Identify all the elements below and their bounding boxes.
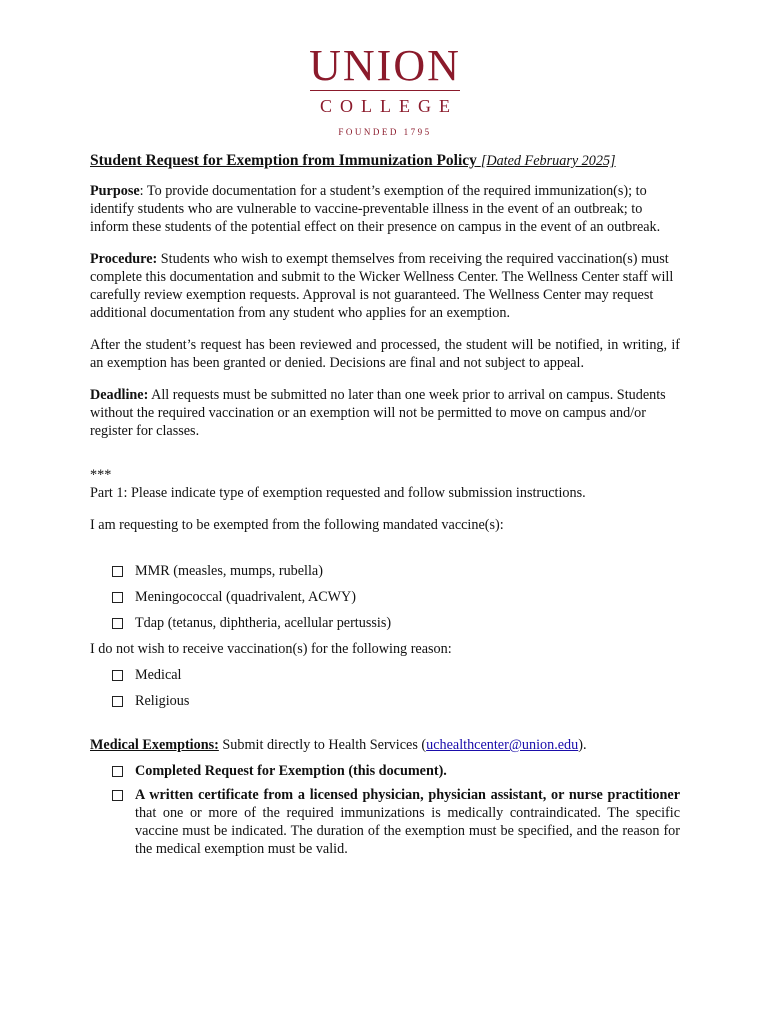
checkbox[interactable] xyxy=(112,618,123,629)
procedure-paragraph xyxy=(90,250,680,322)
vaccine-checklist xyxy=(90,562,680,640)
deadline-text: All requests must be submitted no later than one week prior to arrival on campus. Students without the required vaccination or an exemption will not be permitted to move on campus and/or register for classes. xyxy=(90,387,666,439)
reason-label: Medical xyxy=(135,667,182,683)
medical-label: Medical Exemptions: xyxy=(90,737,219,753)
vaccine-option[interactable] xyxy=(112,588,680,614)
procedure-text: Students who wish to exempt themselves from receiving the required vaccination(s) must complete this documentation and submit to the Wicker Wellness Center. The Wellness Center staff will carefully review exemption requests. Approval is not guaranteed. The Wellness Center may request additional documentation from any student who applies for an exemption. xyxy=(90,251,674,321)
title-main: Student Request for Exemption from Immunization Policy xyxy=(90,152,477,169)
procedure-label: Procedure: xyxy=(90,251,158,267)
purpose-text: : To provide documentation for a student’s exemption of the required immunization(s); to identify students who are vulnerable to vaccine-preventable illness in the event of an outbreak; to inform these students of the potential effect on their presence on campus in the event of an outbreak. xyxy=(90,183,661,235)
checkbox[interactable] xyxy=(112,566,123,577)
requirement-detail: that one or more of the required immunizations is medically contraindicated. The specific vaccine must be indicated. The duration of the exemption must be specified, and the reason for the medical exemption must be valid. xyxy=(135,805,680,857)
checkbox[interactable] xyxy=(112,670,123,681)
vaccine-option[interactable] xyxy=(112,562,680,588)
document-body xyxy=(90,152,680,864)
vaccine-label: MMR (measles, mumps, rubella) xyxy=(135,563,323,579)
requirement-item[interactable] xyxy=(112,786,680,858)
deadline-paragraph xyxy=(90,386,680,440)
reason-label: Religious xyxy=(135,693,190,709)
requirement-label: Completed Request for Exemption (this document). xyxy=(135,763,447,779)
checkbox[interactable] xyxy=(112,790,123,801)
vaccine-option[interactable] xyxy=(112,614,680,640)
reason-checklist xyxy=(90,666,680,718)
checkbox[interactable] xyxy=(112,696,123,707)
vaccine-label: Meningococcal (quadrivalent, ACWY) xyxy=(135,589,357,605)
page-title xyxy=(90,152,680,170)
requesting-statement: I am requesting to be exempted from the following mandated vaccine(s): xyxy=(90,517,504,533)
deadline-label: Deadline: xyxy=(90,387,149,403)
checkbox[interactable] xyxy=(112,592,123,603)
requirement-item[interactable] xyxy=(112,762,680,780)
requirement-text xyxy=(135,786,680,858)
part1-instructions: Part 1: Please indicate type of exemption requested and follow submission instructions. xyxy=(90,485,586,501)
section-divider: *** xyxy=(90,467,112,483)
logo-union: UNION xyxy=(309,41,461,90)
logo-founded: FOUNDED 1795 xyxy=(338,127,432,137)
purpose-label: Purpose xyxy=(90,183,140,199)
vaccine-label: Tdap (tetanus, diphtheria, acellular pertussis) xyxy=(135,615,392,631)
logo-college: COLLEGE xyxy=(320,96,458,116)
requirement-bold: A written certificate from a licensed physician, physician assistant, or nurse practitioner xyxy=(135,787,680,803)
checkbox[interactable] xyxy=(112,766,123,777)
reason-intro: I do not wish to receive vaccination(s) for the following reason: xyxy=(90,641,452,657)
medical-close: ). xyxy=(578,737,587,753)
after-paragraph: After the student’s request has been reviewed and processed, the student will be notified, in writing, if an exemption has been granted or denied. Decisions are final and not subject to appeal. xyxy=(90,337,680,371)
medical-exemptions-heading xyxy=(90,736,680,754)
purpose-paragraph xyxy=(90,182,680,236)
title-dated: [Dated February 2025] xyxy=(480,153,616,169)
health-center-email-link[interactable]: uchealthcenter@union.edu xyxy=(426,737,579,753)
reason-option[interactable] xyxy=(112,666,680,692)
medical-requirements-checklist xyxy=(90,762,680,858)
logo-rule xyxy=(310,90,460,91)
reason-option[interactable] xyxy=(112,692,680,718)
medical-text: Submit directly to Health Services ( xyxy=(218,737,427,753)
union-college-logo xyxy=(0,41,770,137)
